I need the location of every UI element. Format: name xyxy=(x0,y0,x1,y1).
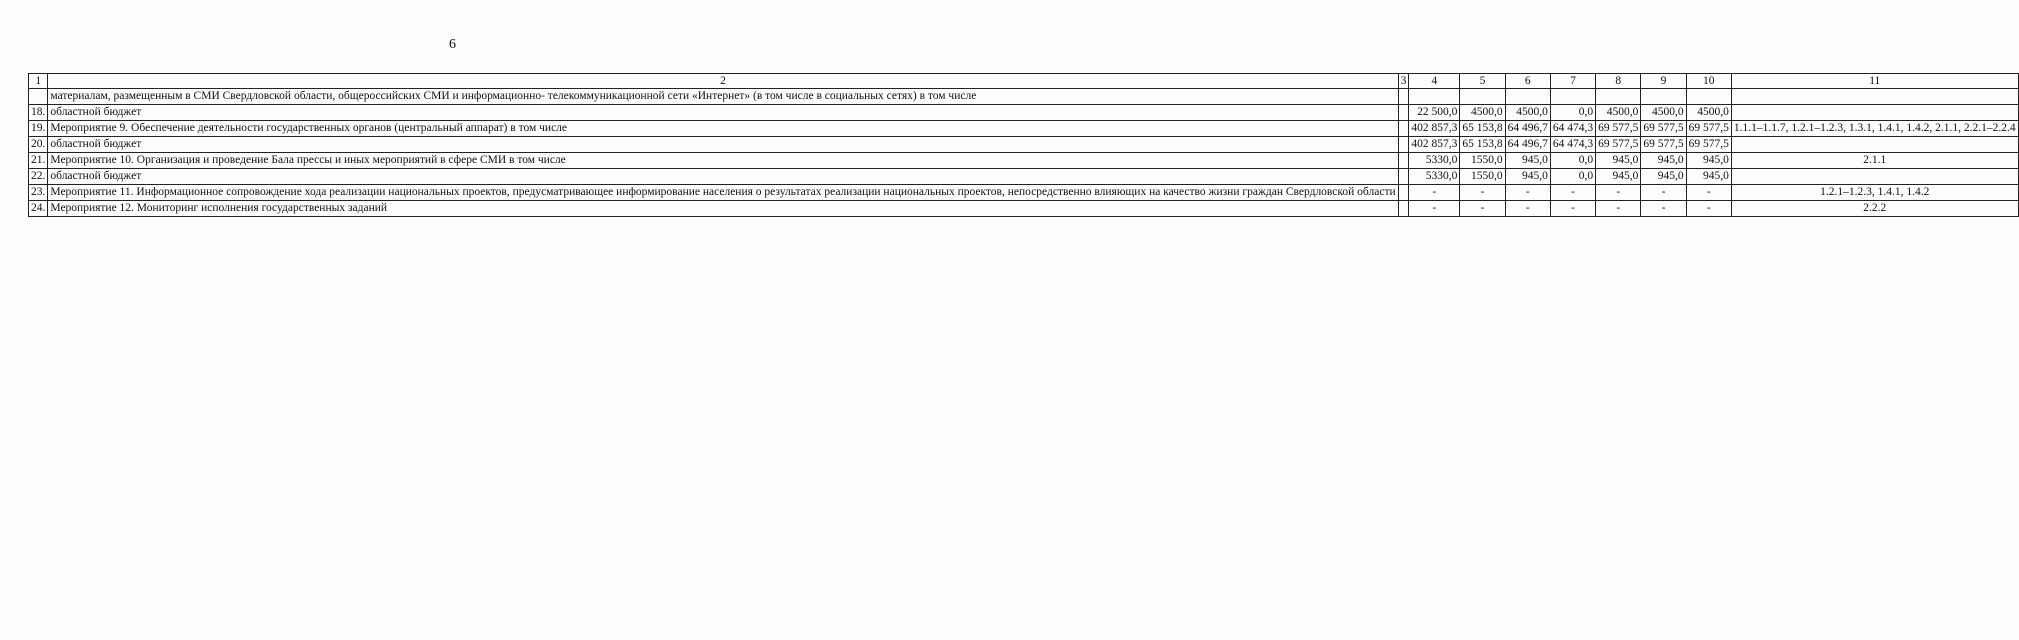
row-value: 402 857,3 xyxy=(1409,137,1460,153)
budget-table xyxy=(28,73,2019,217)
row-value: 65 153,8 xyxy=(1460,137,1505,153)
row-column-3 xyxy=(1398,137,1409,153)
row-value: - xyxy=(1409,201,1460,217)
row-value: 64 474,3 xyxy=(1550,137,1595,153)
row-value: 4500,0 xyxy=(1460,105,1505,121)
row-value: - xyxy=(1460,201,1505,217)
row-description: областной бюджет xyxy=(48,169,1398,185)
row-value: 4500,0 xyxy=(1505,105,1550,121)
row-indicator-ref xyxy=(1731,169,2018,185)
row-column-3 xyxy=(1398,201,1409,217)
row-value xyxy=(1460,89,1505,105)
row-value: 69 577,5 xyxy=(1686,121,1731,137)
row-value: 0,0 xyxy=(1550,169,1595,185)
row-value xyxy=(1505,89,1550,105)
column-header: 7 xyxy=(1550,74,1595,89)
row-value: 4500,0 xyxy=(1596,105,1641,121)
column-header: 11 xyxy=(1731,74,2018,89)
column-header: 1 xyxy=(29,74,48,89)
row-description: Мероприятие 12. Мониторинг исполнения государственных заданий xyxy=(48,201,1398,217)
row-indicator-ref: 1.1.1–1.1.7, 1.2.1–1.2.3, 1.3.1, 1.4.1, 1.4.2, 2.1.1, 2.2.1–2.2.4 xyxy=(1731,121,2018,137)
table-row xyxy=(29,185,2019,201)
row-value: - xyxy=(1505,185,1550,201)
row-description: областной бюджет xyxy=(48,105,1398,121)
row-indicator-ref: 1.2.1–1.2.3, 1.4.1, 1.4.2 xyxy=(1731,185,2018,201)
row-value: 945,0 xyxy=(1686,153,1731,169)
row-value: 5330,0 xyxy=(1409,169,1460,185)
column-header: 5 xyxy=(1460,74,1505,89)
row-value: 945,0 xyxy=(1686,169,1731,185)
column-number-row xyxy=(29,74,2019,89)
row-indicator-ref xyxy=(1731,137,2018,153)
row-value: 1550,0 xyxy=(1460,169,1505,185)
row-description: Мероприятие 11. Информационное сопровождение хода реализации национальных проектов, предусматривающее информирование населения о результатах реализации национальных проектов, непосредственно влияющих на качество жизни граждан Свердловской области xyxy=(48,185,1398,201)
row-indicator-ref xyxy=(1731,89,2018,105)
row-value: 69 577,5 xyxy=(1686,137,1731,153)
row-column-3 xyxy=(1398,185,1409,201)
row-description: областной бюджет xyxy=(48,137,1398,153)
row-column-3 xyxy=(1398,89,1409,105)
row-value xyxy=(1686,89,1731,105)
row-value: 945,0 xyxy=(1641,153,1686,169)
row-column-3 xyxy=(1398,105,1409,121)
row-value: - xyxy=(1686,201,1731,217)
row-value xyxy=(1550,89,1595,105)
row-number: 21. xyxy=(29,153,48,169)
row-value: - xyxy=(1409,185,1460,201)
row-column-3 xyxy=(1398,153,1409,169)
row-column-3 xyxy=(1398,121,1409,137)
row-value: - xyxy=(1596,201,1641,217)
table-row xyxy=(29,169,2019,185)
row-number: 23. xyxy=(29,185,48,201)
row-value: - xyxy=(1641,201,1686,217)
row-value: 5330,0 xyxy=(1409,153,1460,169)
row-value: 69 577,5 xyxy=(1596,121,1641,137)
row-value: - xyxy=(1686,185,1731,201)
row-value: 69 577,5 xyxy=(1641,137,1686,153)
table-row xyxy=(29,137,2019,153)
row-value: 4500,0 xyxy=(1641,105,1686,121)
column-header: 9 xyxy=(1641,74,1686,89)
row-value xyxy=(1596,89,1641,105)
row-value: - xyxy=(1596,185,1641,201)
row-number: 20. xyxy=(29,137,48,153)
row-description: Мероприятие 10. Организация и проведение Бала прессы и иных мероприятий в сфере СМИ в том числе xyxy=(48,153,1398,169)
row-value: - xyxy=(1641,185,1686,201)
row-value: 64 474,3 xyxy=(1550,121,1595,137)
row-value: 945,0 xyxy=(1596,169,1641,185)
row-value: 945,0 xyxy=(1505,153,1550,169)
row-value xyxy=(1641,89,1686,105)
row-value: - xyxy=(1550,185,1595,201)
row-indicator-ref xyxy=(1731,105,2018,121)
table-row xyxy=(29,105,2019,121)
column-header: 3 xyxy=(1398,74,1409,89)
row-number: 22. xyxy=(29,169,48,185)
column-header: 10 xyxy=(1686,74,1731,89)
table-row xyxy=(29,89,2019,105)
column-header: 4 xyxy=(1409,74,1460,89)
row-value: 64 496,7 xyxy=(1505,137,1550,153)
row-value: - xyxy=(1505,201,1550,217)
row-value: 0,0 xyxy=(1550,105,1595,121)
row-value: 69 577,5 xyxy=(1596,137,1641,153)
row-column-3 xyxy=(1398,169,1409,185)
column-header: 6 xyxy=(1505,74,1550,89)
row-value: 65 153,8 xyxy=(1460,121,1505,137)
row-value: 945,0 xyxy=(1596,153,1641,169)
row-value: 4500,0 xyxy=(1686,105,1731,121)
row-value: 945,0 xyxy=(1505,169,1550,185)
column-header: 8 xyxy=(1596,74,1641,89)
row-number xyxy=(29,89,48,105)
row-description: Мероприятие 9. Обеспечение деятельности государственных органов (центральный аппарат) в том числе xyxy=(48,121,1398,137)
row-value: 945,0 xyxy=(1641,169,1686,185)
row-description: материалам, размещенным в СМИ Свердловской области, общероссийских СМИ и информационно- телекоммуникационной сети «Интернет» (в том числе в социальных сетях) в том числе xyxy=(48,89,1398,105)
row-value: 1550,0 xyxy=(1460,153,1505,169)
row-value: 69 577,5 xyxy=(1641,121,1686,137)
row-value: - xyxy=(1460,185,1505,201)
row-number: 19. xyxy=(29,121,48,137)
row-value: - xyxy=(1550,201,1595,217)
row-number: 24. xyxy=(29,201,48,217)
row-value: 64 496,7 xyxy=(1505,121,1550,137)
table-row xyxy=(29,153,2019,169)
row-value: 0,0 xyxy=(1550,153,1595,169)
row-value: 22 500,0 xyxy=(1409,105,1460,121)
table-row xyxy=(29,201,2019,217)
column-header: 2 xyxy=(48,74,1398,89)
row-number: 18. xyxy=(29,105,48,121)
page-number: 6 xyxy=(449,37,456,52)
row-value: 402 857,3 xyxy=(1409,121,1460,137)
row-indicator-ref: 2.2.2 xyxy=(1731,201,2018,217)
row-value xyxy=(1409,89,1460,105)
row-indicator-ref: 2.1.1 xyxy=(1731,153,2018,169)
table-row xyxy=(29,121,2019,137)
